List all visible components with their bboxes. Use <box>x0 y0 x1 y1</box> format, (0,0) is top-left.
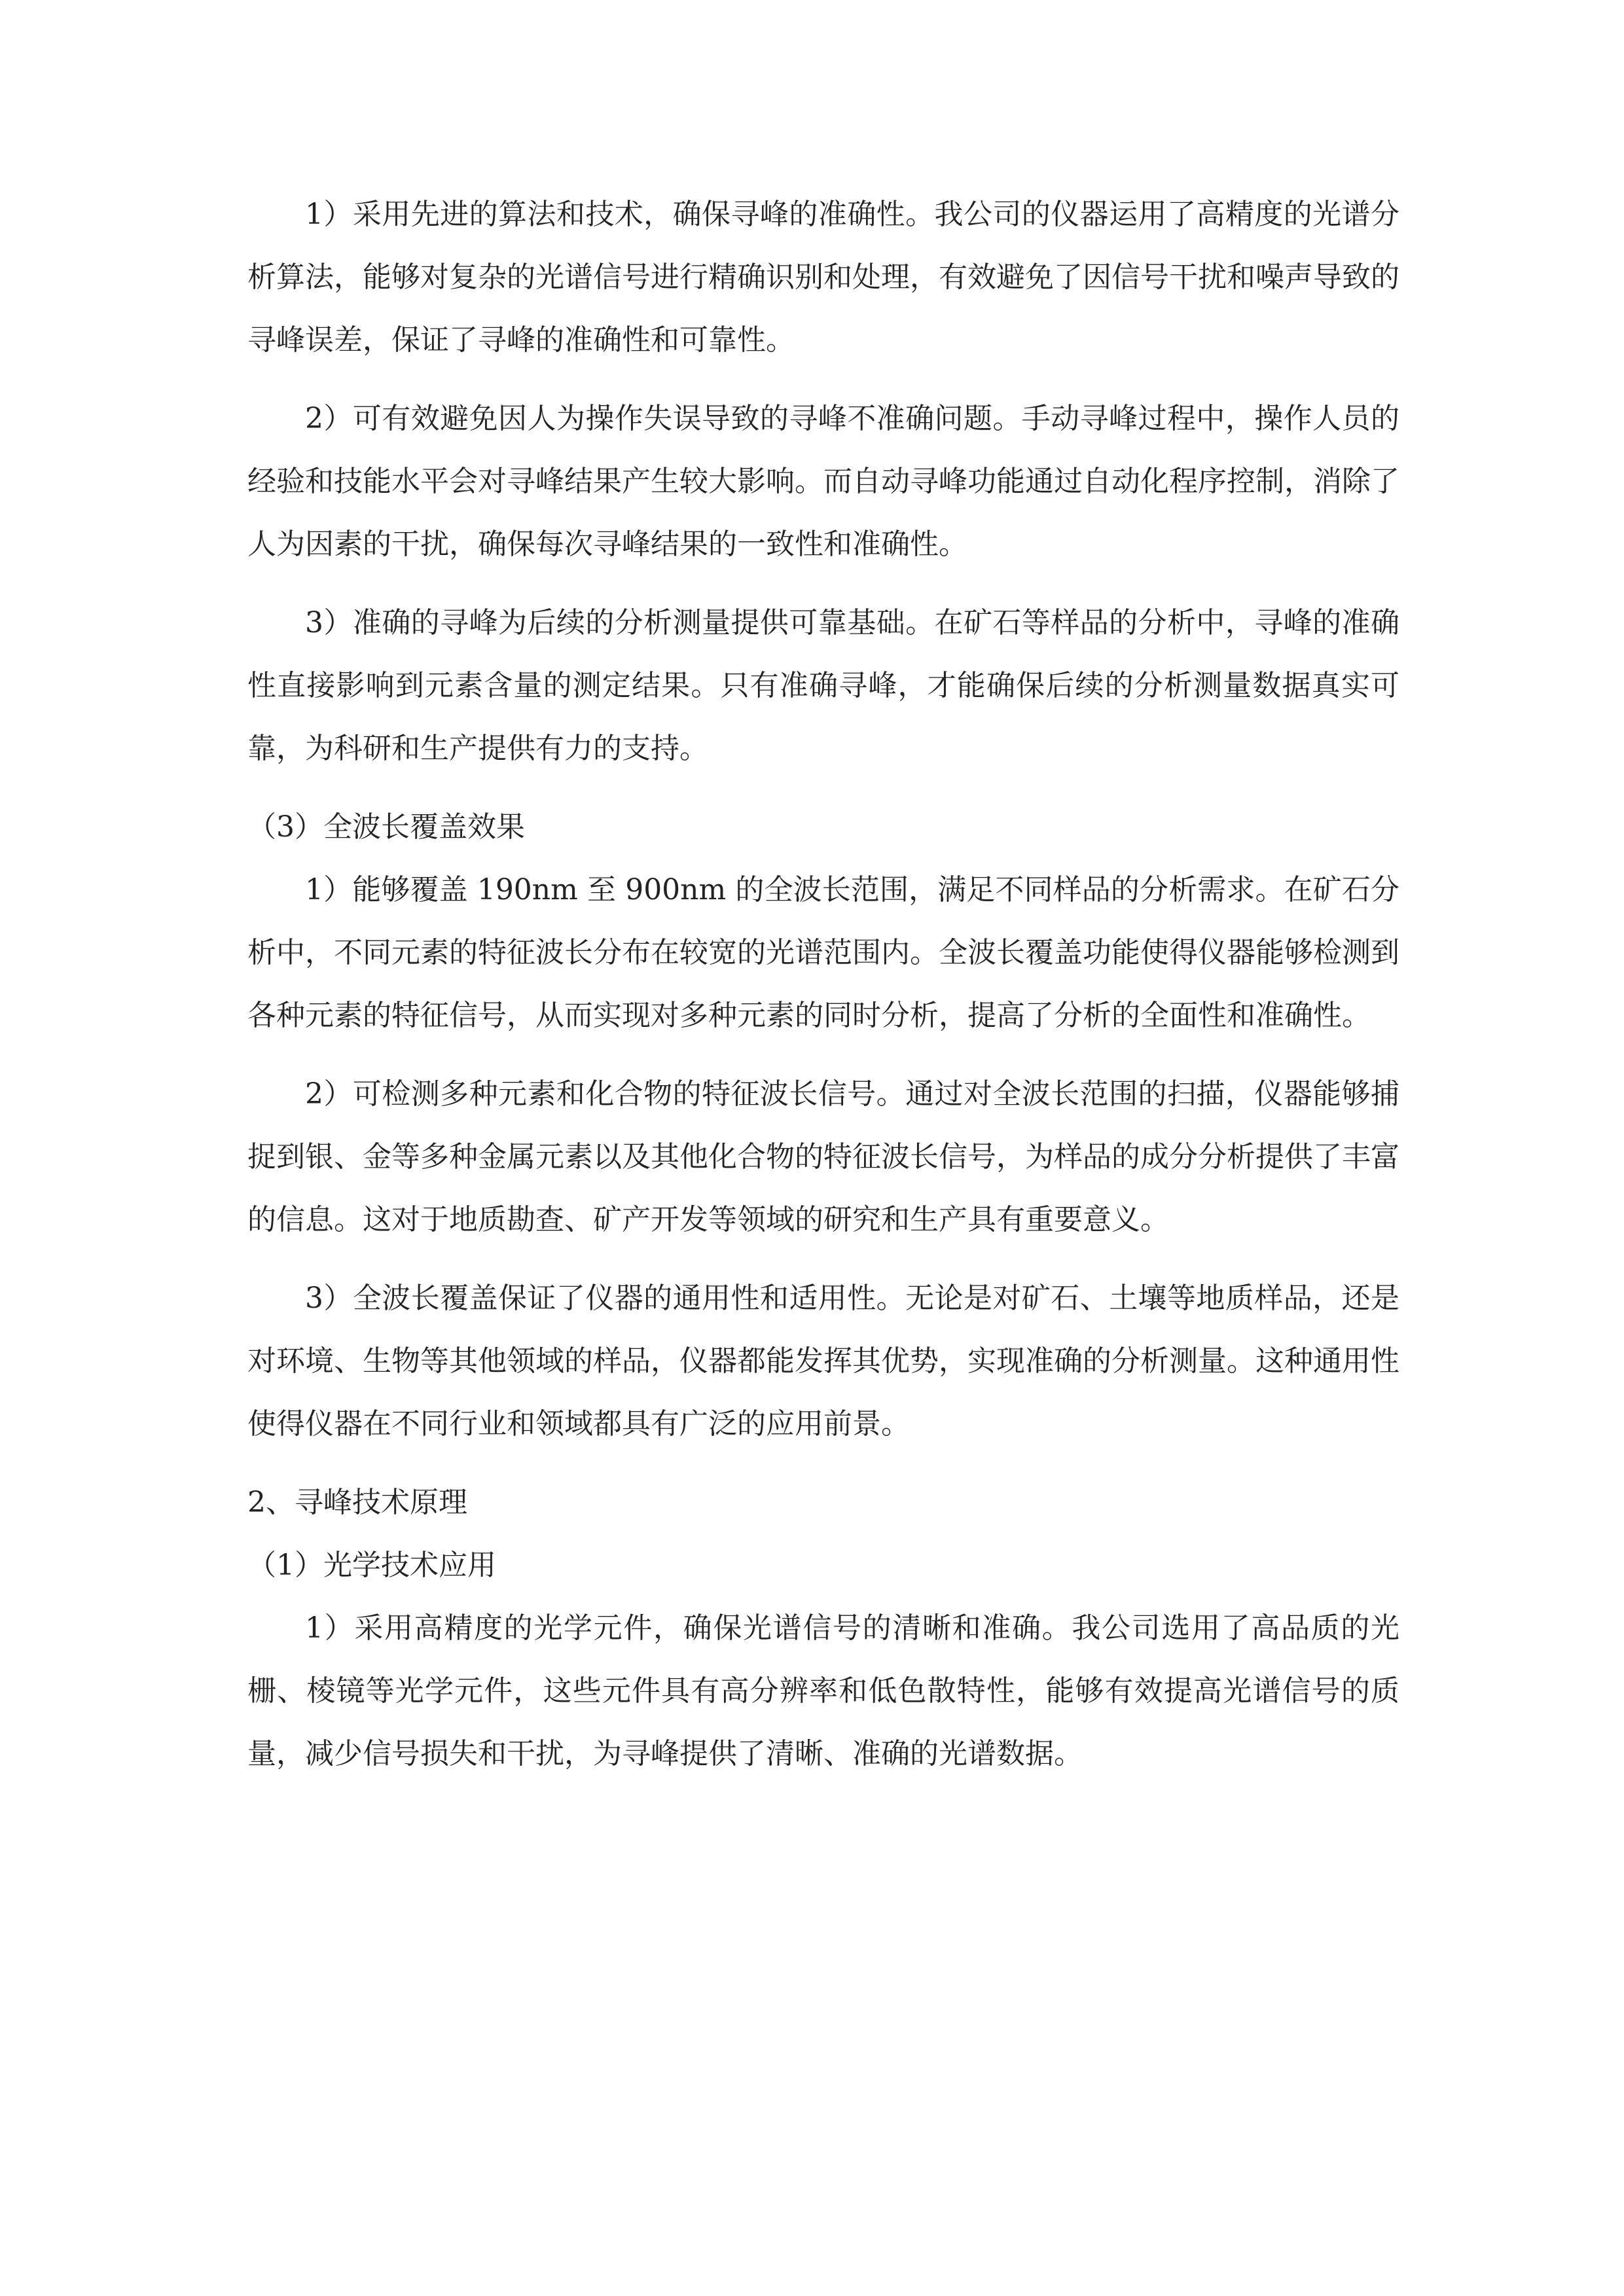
paragraph-avoid-human-error: 2）可有效避免因人为操作失误导致的寻峰不准确问题。手动寻峰过程中，操作人员的经验和技能水平会对寻峰结果产生较大影响。而自动寻峰功能通过自动化程序控制，消除了人为因素的干扰，确保每次寻峰结果的一致性和准确性。 <box>247 402 1399 561</box>
paragraph-multi-element-detection: 2）可检测多种元素和化合物的特征波长信号。通过对全波长范围的扫描，仪器能够捕捉到银、金等多种金属元素以及其他化合物的特征波长信号，为样品的成分分析提供了丰富的信息。这对于地质勘查、矿产开发等领域的研究和生产具有重要意义。 <box>247 1077 1399 1236</box>
paragraph-reliable-basis: 3）准确的寻峰为后续的分析测量提供可靠基础。在矿石等样品的分析中，寻峰的准确性直接影响到元素含量的测定结果。只有准确寻峰，才能确保后续的分析测量数据真实可靠，为科研和生产提供有力的支持。 <box>247 606 1399 765</box>
subheading-optical-technology: （1）光学技术应用 <box>247 1549 496 1582</box>
subheading-full-wavelength: （3）全波长覆盖效果 <box>247 810 525 844</box>
paragraph-versatility: 3）全波长覆盖保证了仪器的通用性和适用性。无论是对矿石、土壤等地质样品，还是对环境、生物等其他领域的样品，仪器都能发挥其优势，实现准确的分析测量。这种通用性使得仪器在不同行业和领域都具有广泛的应用前景。 <box>247 1282 1399 1441</box>
paragraph-wavelength-range: 1）能够覆盖 190nm 至 900nm 的全波长范围，满足不同样品的分析需求。在矿石分析中，不同元素的特征波长分布在较宽的光谱范围内。全波长覆盖功能使得仪器能够检测到各种元素的特征信号，从而实现对多种元素的同时分析，提高了分析的全面性和准确性。 <box>247 873 1399 1032</box>
paragraph-optical-components: 1）采用高精度的光学元件，确保光谱信号的清晰和准确。我公司选用了高品质的光栅、棱镜等光学元件，这些元件具有高分辨率和低色散特性，能够有效提高光谱信号的质量，减少信号损失和干扰，为寻峰提供了清晰、准确的光谱数据。 <box>247 1611 1399 1770</box>
section-heading-peak-principle: 2、寻峰技术原理 <box>247 1486 467 1519</box>
document-body <box>247 183 1399 1785</box>
paragraph-accurate-algorithm: 1）采用先进的算法和技术，确保寻峰的准确性。我公司的仪器运用了高精度的光谱分析算法，能够对复杂的光谱信号进行精确识别和处理，有效避免了因信号干扰和噪声导致的寻峰误差，保证了寻峰的准确性和可靠性。 <box>247 198 1399 357</box>
